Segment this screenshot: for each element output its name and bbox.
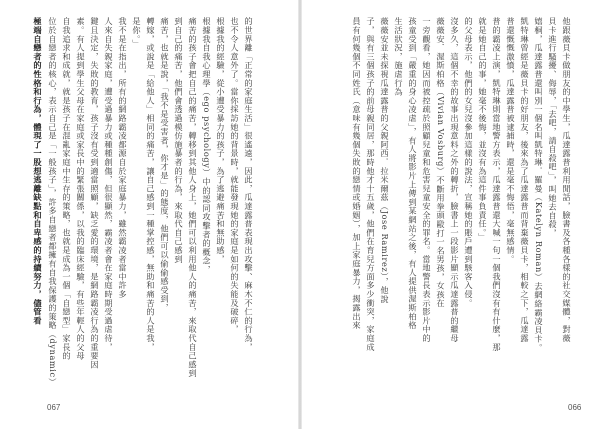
text-column: 素。有人提到學生父母在家庭或家長中的緊張關係，以我的臨床經驗，有些年輕人的父母 <box>76 17 86 361</box>
text-column: 也不令人意外了。當你採訪她的背景時，就能發現她的家庭是如何的失能及破碎， <box>230 17 240 334</box>
text-column: 根據我的經驗，從小遭受暴力的孩子，為了逃避痛苦和無助感， <box>216 17 226 264</box>
text-column: 的世界離「正常的家庭生活」很遙遠，因此，瓜達露普表現出攻擊、麻木不仁的行為， <box>244 17 254 352</box>
text-column: 位於自戀者的核心，表示自己是「一般孩子」，許多自戀者都擁有自我保護的策略（dynamic） <box>48 17 58 387</box>
text-column: 是你。」 <box>132 17 142 49</box>
text-column: 嬉桐，瓜達露普還叫別一個名叫凱特琳．羅曼（Katelyn Roman）去網絡霸凌貝卡。 <box>534 17 544 353</box>
text-column: 凱特琳曾經是薇貝卡的好朋友，後來為了瓜達露普而背棄薇貝卡，相較之下，瓜達露 <box>520 17 530 343</box>
text-column: 轉嫁，或說是「給他人」相同的痛苦，讓自己感到一種掌控感，無助和痛苦的人是我， <box>146 17 156 352</box>
highlight-heading: 極端自戀者的性格和行為，體現了一股想逃離缺點和自卑感的持續努力，儘管看 <box>33 17 43 325</box>
text-column: 生活狀況，施虐行為 <box>394 17 404 97</box>
text-column: 自我追求和成就，就是孩子在混亂家庭中生存的策略，也就是成為一個「自戀型」家長的 <box>62 17 72 361</box>
text-column: 薇薇安．渥斯柏格（Vivian Vosburg）不斷用拳頭毆打一名男孩，女孩在 <box>436 17 446 308</box>
text-column: 就是她自己的事，她毫不後悔，並沒有為這件事負責任。」 <box>478 17 488 242</box>
text-column: 到自己的痛苦，他們會透過模仿施暴者的行為，來取代自己感到 <box>174 17 184 264</box>
text-column: 人來自失親家庭，遭受過暴力或種種創傷，但很顯然，霸凌者會在家庭時期受過虐待， <box>104 17 114 352</box>
page-number: 066 <box>568 403 582 412</box>
text-column: 一旁觀看，她因而被控疏於照顧兒童和危害兒童安全的罪名。當地警長表示影片中的 <box>422 17 432 343</box>
text-column: 子，與有三個孩子的前母親同居，那時他才十五歲，他們在育兒方面多少衝突，家庭成 <box>366 17 376 352</box>
text-column: 普的霸凌上演，凱特琳則當地警方表示，瓜達露普還大喊一句一個我們沒有有什麼，那 <box>492 17 502 352</box>
text-column: 孩童受到「嚴重的身心凌虐」，有人將影片上傳到某網站之後，有人提供渥斯柏格 <box>408 17 418 330</box>
text-column: 沒多久，這個不幸的故事出現意料之外的轉折，臉書上一段影片顯示瓜達露普的繼母 <box>450 17 460 343</box>
text-column: 痛苦的孩子會把自己的痛苦，轉移到其他人身上，她們可以利用他人的痛苦，來取代自己感到 <box>188 17 198 378</box>
text-column: 薇薇安並未探視瓜達露普的父親阿西．拉米爾茲（Jose Ramirez），他說 <box>380 17 390 304</box>
page-number: 067 <box>47 403 61 412</box>
text-column: 貝卡進行騷擾、侮辱，「去吧，請自殺吧」，叫她去自殺， <box>548 17 558 238</box>
text-column: 根據我自我心理學（ego psychology）中的認同攻擊者的概念， <box>202 17 212 275</box>
text-column: 我不是在指出，所有的網路霸凌都源自於家庭暴力，雖然霸凌者當中許多 <box>118 17 128 299</box>
text-column: 鍵且決定，失敗的教育，孩子沒有受到適當照顧，缺乏愛的環境，是網路霸凌行為的重要因 <box>90 17 100 369</box>
text-column: 普還慨慨激憤，瓜達露普被逮捕時，還是毫不悔悟，毫無感情。 <box>506 17 516 264</box>
text-column: 員有何幾個不同姓氏（意味有幾個失敗的戀情或婚姻），加上家庭暴力，揭露出來 <box>352 17 362 330</box>
right-page <box>302 0 600 429</box>
left-page <box>0 0 298 429</box>
text-column: 他跟薇貝卡做朋友的中學生，瓜達露普利用閒話，臉書及各種各樣的社交媒體，對薇 <box>562 17 572 343</box>
text-column: 的父母表示，他們的女兒沒參加這樣的說法，宣稱她的賬戶遭到駭客入侵。 <box>464 17 474 308</box>
text-column: 痛苦，也就是說，「我不是受害者，你才是」的態度，他們可以偷偷感受到， <box>160 17 170 313</box>
